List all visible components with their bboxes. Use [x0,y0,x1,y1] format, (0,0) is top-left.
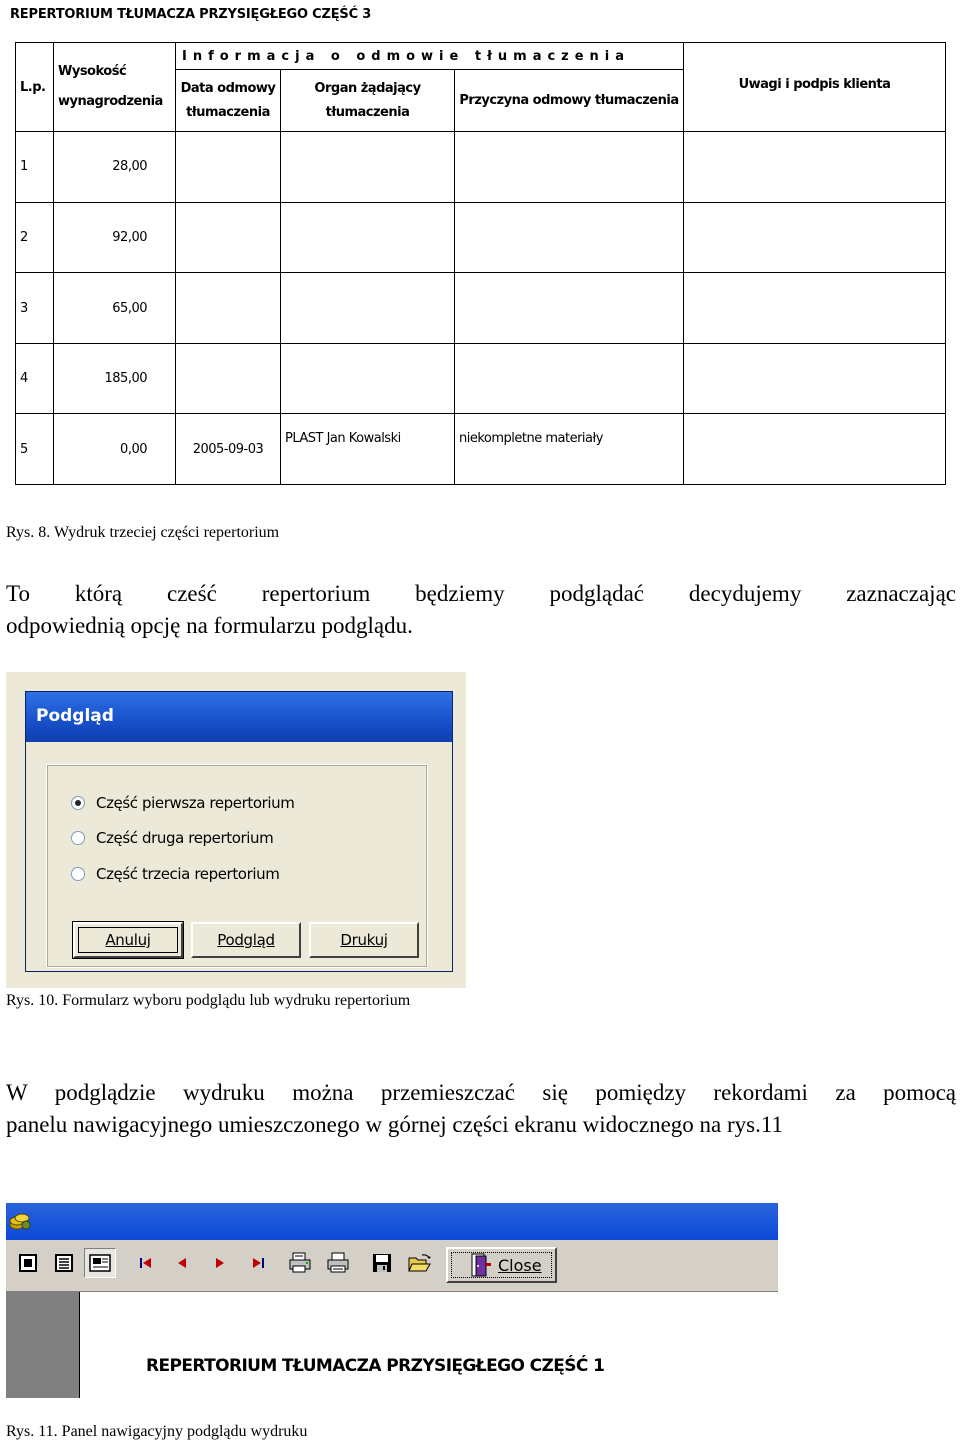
header-informacja-group: Informacja o odmowie tłumaczenia [176,43,684,70]
cell-uwagi [684,273,946,344]
table-row [16,273,946,344]
paragraph-2 [6,1077,956,1141]
preview-area [6,1292,778,1398]
prior-record-icon[interactable] [166,1248,198,1278]
cell-organ [281,343,455,414]
paragraph-line: To którą cześć repertorium będziemy podglądać decydujemy zaznaczając [6,581,956,606]
caption-fig11: Rys. 11. Panel nawigacyjny podglądu wydruku [6,1423,308,1440]
close-button[interactable] [446,1247,557,1283]
preview-page-title: REPERTORIUM TŁUMACZA PRZYSIĘGŁEGO CZĘŚĆ 1 [146,1356,605,1376]
cell-przyczyna [455,343,684,414]
save-icon[interactable] [366,1248,398,1278]
cell-organ [281,273,455,344]
radio-selected-icon[interactable] [71,796,85,810]
option-label: Część pierwsza repertorium [96,794,295,812]
cell-wysokosc: 0,00 [54,414,176,485]
cell-uwagi [684,202,946,273]
option-part-2[interactable] [71,828,273,848]
header-uwagi: Uwagi i podpis klienta [684,43,946,132]
table-row [16,132,946,203]
print-setup-icon[interactable] [284,1248,316,1278]
cell-uwagi [684,414,946,485]
door-icon [470,1253,492,1277]
cell-przyczyna [455,132,684,203]
option-part-3[interactable] [71,864,279,884]
zoom-100-icon[interactable] [84,1248,116,1278]
cancel-button[interactable]: Anuluj [73,922,183,958]
cell-data [176,273,281,344]
cell-data: 2005-09-03 [176,414,281,485]
table-row [16,202,946,273]
first-record-icon[interactable] [130,1248,162,1278]
cell-data [176,132,281,203]
cell-przyczyna [455,273,684,344]
cell-lp: 2 [16,202,54,273]
option-part-1[interactable] [71,793,295,813]
window-titlebar [6,1203,778,1240]
cell-wysokosc: 185,00 [54,343,176,414]
cell-lp: 3 [16,273,54,344]
dialog-screenshot [6,672,466,988]
report-title: REPERTORIUM TŁUMACZA PRZYSIĘGŁEGO CZĘŚĆ 3 [10,7,372,22]
cell-wysokosc: 65,00 [54,273,176,344]
cell-wysokosc: 28,00 [54,132,176,203]
paragraph-line: odpowiednią opcję na formularzu podglądu. [6,613,413,638]
cell-uwagi [684,343,946,414]
next-record-icon[interactable] [204,1248,236,1278]
last-record-icon[interactable] [242,1248,274,1278]
header-wysokosc: Wysokość wynagrodzenia [54,43,176,132]
whole-page-icon[interactable] [12,1248,44,1278]
cell-wysokosc: 92,00 [54,202,176,273]
table-row [16,414,946,485]
table-row [16,343,946,414]
cell-lp: 4 [16,343,54,414]
print-preview-window [6,1203,778,1398]
cell-lp: 1 [16,132,54,203]
cell-organ [281,132,455,203]
header-data-odmowy: Data odmowy tłumaczenia [176,70,281,132]
cell-organ [281,202,455,273]
header-przyczyna: Przyczyna odmowy tłumaczenia [455,70,684,132]
navigation-toolbar [6,1240,778,1292]
header-lp: L.p. [16,43,54,132]
cell-lp: 5 [16,414,54,485]
paragraph-line: W podglądzie wydruku można przemieszczać się pomiędzy rekordami za pomocą [6,1080,956,1105]
cell-przyczyna [455,202,684,273]
dialog-title: Podgląd [26,692,452,742]
cell-przyczyna: niekompletne materiały [455,414,684,485]
header-organ: Organ żądający tłumaczenia [281,70,455,132]
app-icon [9,1211,31,1231]
cell-data [176,343,281,414]
radio-icon[interactable] [71,867,85,881]
options-group [46,764,428,968]
open-icon[interactable] [404,1248,436,1278]
report-table [15,42,946,485]
preview-page [79,1292,778,1398]
print-button[interactable]: Drukuj [309,922,419,958]
radio-icon[interactable] [71,831,85,845]
caption-fig10: Rys. 10. Formularz wyboru podglądu lub wydruku repertorium [6,992,411,1009]
cell-data [176,202,281,273]
print-icon[interactable] [322,1248,354,1278]
option-label: Część druga repertorium [96,829,274,847]
cell-organ: PLAST Jan Kowalski [281,414,455,485]
page-width-icon[interactable] [48,1248,80,1278]
paragraph-line: panelu nawigacyjnego umieszczonego w górnej części ekranu widocznego na rys.11 [6,1112,784,1137]
caption-fig8: Rys. 8. Wydruk trzeciej części repertorium [6,524,280,541]
preview-button[interactable]: Podgląd [191,922,301,958]
option-label: Część trzecia repertorium [96,865,280,883]
paragraph-1 [6,578,956,642]
cell-uwagi [684,132,946,203]
close-label: Close [498,1255,542,1275]
preview-dialog [25,691,453,972]
